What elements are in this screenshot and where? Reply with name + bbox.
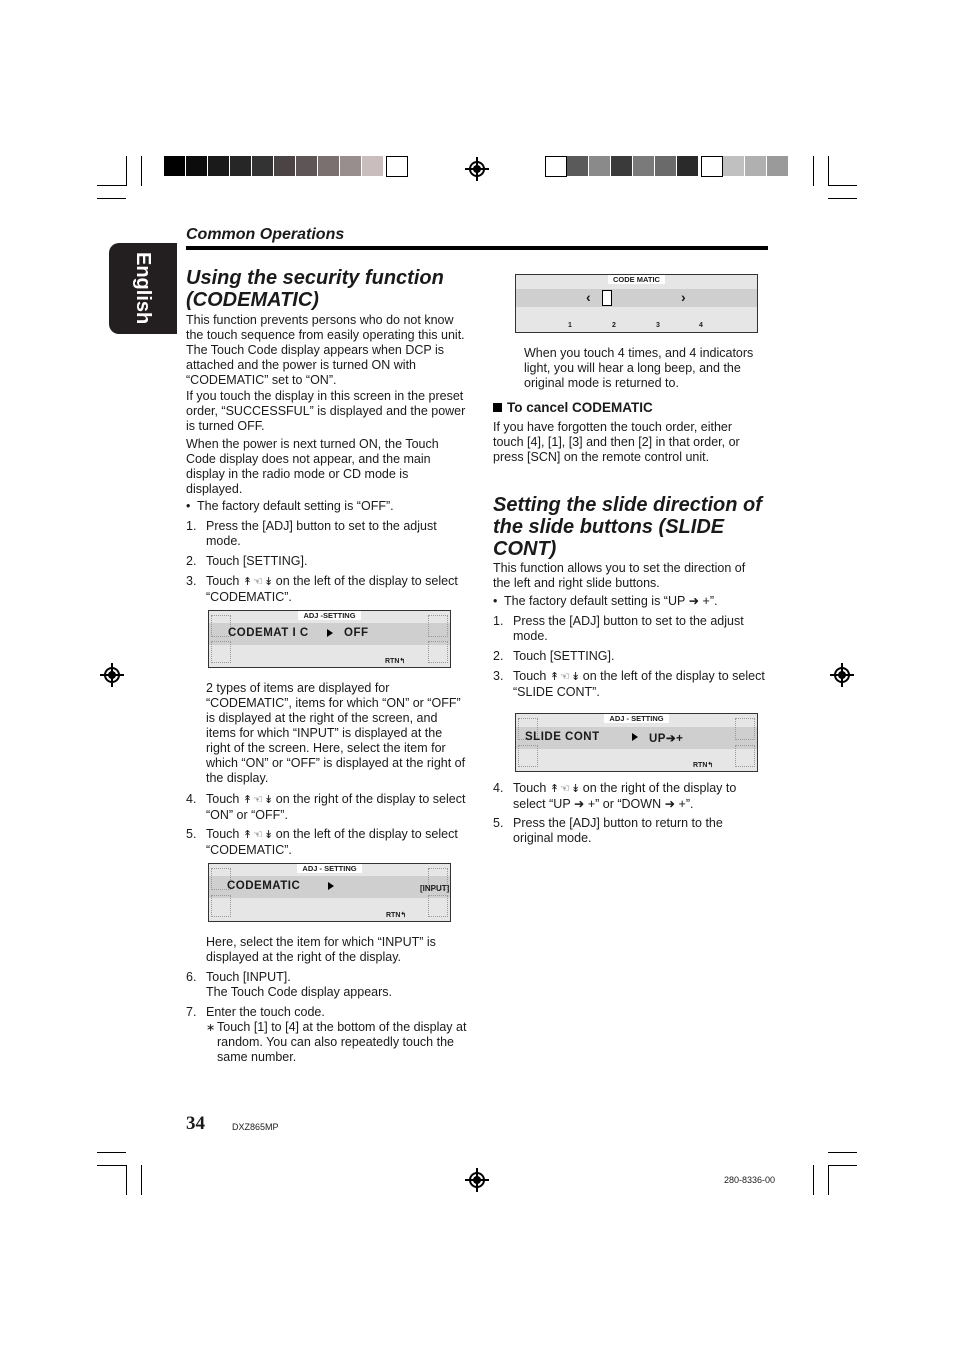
slide-touch-icon: ↟ ☜ ↡ bbox=[242, 794, 273, 806]
step-number: 1. bbox=[186, 519, 197, 533]
code-cursor bbox=[602, 290, 612, 306]
left-intro-1: This function prevents persons who do not know the touch sequence from easily operating this unit. The Touch Code display appears when DCP is attached and the power is turned ON with “CODEMATIC” set to “ON”. bbox=[186, 313, 465, 387]
lcd-item: CODEMATIC bbox=[227, 880, 301, 892]
square-bullet-icon bbox=[493, 403, 502, 412]
bullet-dot: • bbox=[493, 594, 498, 608]
slide-touch-icon: ↟ ☜ ↡ bbox=[549, 783, 580, 795]
chevron-right-icon: › bbox=[681, 289, 687, 305]
crop-mark bbox=[126, 156, 127, 186]
lcd-header: ADJ - SETTING bbox=[604, 714, 668, 723]
step-number: 2. bbox=[186, 554, 197, 568]
crop-mark bbox=[828, 198, 857, 199]
step-number: 4. bbox=[493, 781, 504, 795]
left-step-3 bbox=[206, 574, 468, 605]
rtn-icon: RTN↰ bbox=[386, 912, 407, 919]
crop-mark bbox=[141, 1165, 142, 1195]
touch-word: Touch bbox=[206, 792, 240, 806]
lcd-header: ADJ - SETTING bbox=[297, 864, 361, 873]
step-number: 5. bbox=[186, 827, 197, 841]
cancel-subheading: To cancel CODEMATIC bbox=[493, 400, 653, 415]
step-number: 7. bbox=[186, 1005, 197, 1019]
right-step-3-text: on the left of the display to select “SLIDE CONT”. bbox=[513, 669, 765, 699]
lcd-value: UP➔+ bbox=[649, 733, 684, 745]
lcd-item: SLIDE CONT bbox=[525, 731, 600, 743]
slide-touch-icon: ↟ ☜ ↡ bbox=[242, 829, 273, 841]
code-key-3[interactable]: 3 bbox=[656, 322, 660, 329]
step-5-text: on the left of the display to select “CODEMATIC”. bbox=[206, 827, 458, 857]
right-step-2: Touch [SETTING]. bbox=[513, 649, 615, 663]
step-number: 2. bbox=[493, 649, 504, 663]
language-tab-label: English bbox=[132, 251, 154, 325]
registration-mark-icon bbox=[834, 667, 850, 683]
rtn-icon: RTN↰ bbox=[385, 658, 406, 665]
page-number: 34 bbox=[186, 1113, 205, 1134]
crop-mark bbox=[828, 1165, 857, 1166]
slide-touch-icon: ↟ ☜ ↡ bbox=[242, 576, 273, 588]
crop-mark bbox=[97, 1152, 126, 1153]
crop-mark bbox=[97, 1165, 126, 1166]
crop-mark bbox=[828, 185, 857, 186]
left-step-5 bbox=[206, 827, 468, 858]
lcd-display-codematic-input bbox=[208, 863, 451, 922]
crop-mark bbox=[828, 1165, 829, 1195]
left-step-3-desc: 2 types of items are displayed for “CODEMATIC”, items for which “ON” or “OFF” is displayed at the right of the screen, and items for which “INPUT” is displayed at the right of the screen. Here, select the item for which “ON” or “OFF” is displayed at the right of the display. bbox=[206, 681, 466, 785]
left-step-6: Touch [INPUT]. bbox=[206, 970, 291, 984]
right-intro: This function allows you to set the direction of the left and right slide buttons. bbox=[493, 561, 746, 590]
touch-word: Touch bbox=[206, 574, 240, 588]
arrow-right-icon bbox=[327, 629, 333, 637]
note-asterisk: ∗ bbox=[206, 1022, 216, 1034]
crop-mark bbox=[97, 185, 126, 186]
crop-mark bbox=[813, 1165, 814, 1195]
left-step-7: Enter the touch code. bbox=[206, 1005, 325, 1019]
right-after-code: When you touch 4 times, and 4 indicators light, you will hear a long beep, and the original mode is returned to. bbox=[524, 346, 754, 390]
right-bullet: The factory default setting is “UP ➜ +”. bbox=[504, 594, 718, 608]
left-step-2: Touch [SETTING]. bbox=[206, 554, 308, 568]
left-bullet: The factory default setting is “OFF”. bbox=[197, 499, 394, 513]
crop-mark bbox=[828, 156, 829, 186]
lcd-item: CODEMAT I C bbox=[228, 627, 309, 639]
right-step-5: Press the [ADJ] button to return to the original mode. bbox=[513, 816, 723, 845]
lcd-header: ADJ -SETTING bbox=[298, 611, 360, 620]
step-4-text: on the right of the display to select “ON” or “OFF”. bbox=[206, 792, 466, 822]
registration-mark-icon bbox=[104, 667, 120, 683]
lcd-value: OFF bbox=[344, 627, 369, 639]
crop-mark bbox=[828, 1152, 857, 1153]
left-step-1: Press the [ADJ] button to set to the adjust mode. bbox=[206, 519, 437, 548]
bullet-dot: • bbox=[186, 499, 191, 513]
header-rule bbox=[186, 246, 768, 250]
code-key-1[interactable]: 1 bbox=[568, 322, 572, 329]
rtn-icon: RTN↰ bbox=[693, 762, 714, 769]
lcd-value: [INPUT] bbox=[420, 884, 450, 893]
step-number: 3. bbox=[493, 669, 504, 683]
crop-mark bbox=[141, 156, 142, 186]
touch-word: Touch bbox=[513, 781, 547, 795]
right-step-3 bbox=[513, 669, 765, 700]
step-number: 5. bbox=[493, 816, 504, 830]
step-number: 6. bbox=[186, 970, 197, 984]
step-number: 1. bbox=[493, 614, 504, 628]
section-title: Common Operations bbox=[186, 226, 345, 243]
left-title: Using the security function (CODEMATIC) bbox=[186, 267, 444, 311]
lcd-header: CODE MATIC bbox=[608, 275, 665, 284]
code-key-4[interactable]: 4 bbox=[699, 322, 703, 329]
lcd-display-slide-cont bbox=[515, 713, 758, 772]
lcd-display-code-matic bbox=[515, 274, 758, 333]
crop-mark bbox=[126, 1165, 127, 1195]
touch-word: Touch bbox=[513, 669, 547, 683]
code-key-2[interactable]: 2 bbox=[612, 322, 616, 329]
left-step-6-b: The Touch Code display appears. bbox=[206, 985, 392, 999]
right-step-4-text: on the right of the display to select “UP ➜ +” or “DOWN ➜ +”. bbox=[513, 781, 737, 811]
left-intro-2: If you touch the display in this screen in the preset order, “SUCCESSFUL” is displayed and the power is turned OFF. bbox=[186, 389, 466, 433]
left-step-4 bbox=[206, 792, 468, 823]
part-code: 280-8336-00 bbox=[724, 1175, 776, 1185]
lcd-display-codematic-off bbox=[208, 610, 451, 668]
registration-mark-icon bbox=[469, 161, 485, 177]
left-step-5-desc: Here, select the item for which “INPUT” is displayed at the right of the display. bbox=[206, 935, 436, 964]
registration-mark-icon bbox=[469, 1172, 485, 1188]
right-step-1: Press the [ADJ] button to set to the adjust mode. bbox=[513, 614, 744, 643]
left-step-7-note: Touch [1] to [4] at the bottom of the display at random. You can also repeatedly touch the same number. bbox=[217, 1020, 467, 1064]
cancel-text: If you have forgotten the touch order, either touch [4], [1], [3] and then [2] in that order, or press [SCN] on the remote control unit. bbox=[493, 420, 740, 464]
arrow-right-icon bbox=[632, 733, 638, 741]
step-number: 3. bbox=[186, 574, 197, 588]
arrow-right-icon bbox=[328, 882, 334, 890]
left-intro-3: When the power is next turned ON, the Touch Code display does not appear, and the main display in the radio mode or CD mode is displayed. bbox=[186, 437, 439, 496]
step-3-text: on the left of the display to select “CODEMATIC”. bbox=[206, 574, 458, 604]
right-title: Setting the slide direction of the slide buttons (SLIDE CONT) bbox=[493, 494, 762, 560]
touch-word: Touch bbox=[206, 827, 240, 841]
right-step-4 bbox=[513, 781, 765, 812]
slide-touch-icon: ↟ ☜ ↡ bbox=[549, 671, 580, 683]
step-number: 4. bbox=[186, 792, 197, 806]
crop-mark bbox=[813, 156, 814, 186]
crop-mark bbox=[97, 198, 126, 199]
model-number: DXZ865MP bbox=[232, 1122, 279, 1132]
chevron-left-icon: ‹ bbox=[586, 289, 592, 305]
